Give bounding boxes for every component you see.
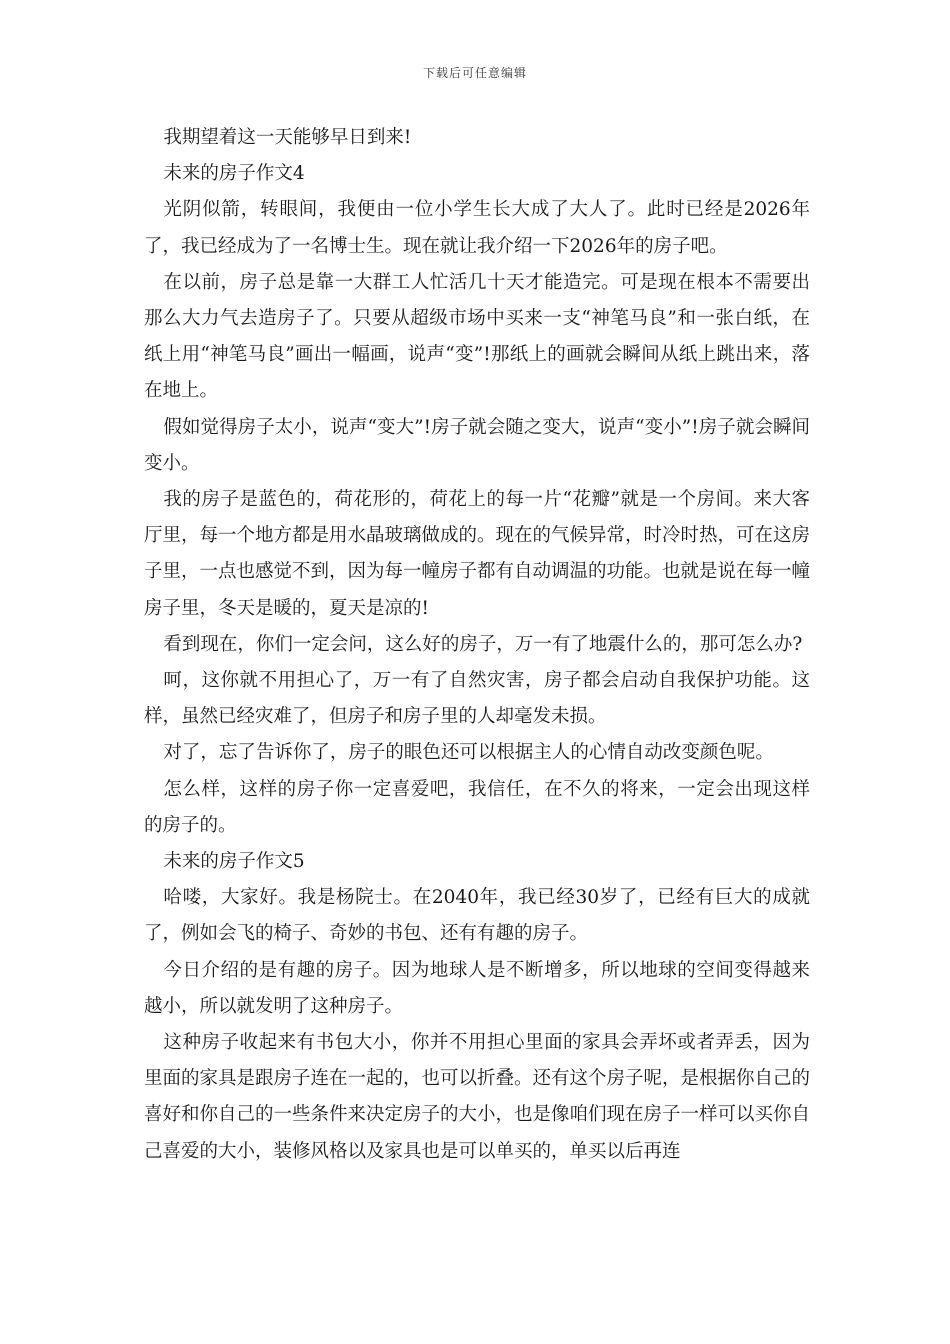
paragraph: 今日介绍的是有趣的房子。因为地球人是不断增多，所以地球的空间变得越来越小，所以就发明了这种房子。	[144, 959, 810, 1017]
paragraph: 我的房子是蓝色的，荷花形的，荷花上的每一片“花瓣”就是一个房间。来大客厅里，每一个地方都是用水晶玻璃做成的。现在的气候异常，时冷时热，可在这房子里，一点也感觉不到，因为每一幢房子都有自动调温的功能。也就是说在每一幢房子里，冬天是暖的，夏天是凉的!	[144, 489, 811, 619]
document-body	[144, 120, 810, 1170]
essay-title: 未来的房子作文5	[163, 851, 305, 873]
page-header: 下载后可任意编辑	[422, 66, 527, 80]
essay-title: 未来的房子作文4	[163, 163, 305, 185]
paragraph: 我期望着这一天能够早日到来!	[163, 127, 412, 148]
paragraph: 怎么样，这样的房子你一定喜爱吧，我信任，在不久的将来，一定会出现这样的房子的。	[144, 778, 810, 836]
paragraph: 假如觉得房子太小，说声“变大”!房子就会随之变大，说声“变小”!房子就会瞬间变小。	[144, 416, 810, 474]
paragraph: 在以前，房子总是靠一大群工人忙活几十天才能造完。可是现在根本不需要出那么大力气去造房子了。只要从超级市场中买来一支“神笔马良”和一张白纸，在纸上用“神笔马良”画出一幅画，说声“变”!那纸上的画就会瞬间从纸上跳出来，落在地上。	[144, 271, 810, 402]
paragraph: 看到现在，你们一定会问，这么好的房子，万一有了地震什么的，那可怎么办?	[163, 633, 803, 655]
paragraph: 这种房子收起来有书包大小，你并不用担心里面的家具会弄坏或者弄丢，因为里面的家具是跟房子连在一起的，也可以折叠。还有这个房子呢，是根据你自己的喜好和你自己的一些条件来决定房子的大小，也是像咱们现在房子一样可以买你自己喜爱的大小，装修风格以及家具也是可以单买的，单买以后再连	[144, 1032, 811, 1162]
paragraph: 光阴似箭，转眼间，我便由一位小学生长大成了大人了。此时已经是2026年了，我已经成为了一名博士生。现在就让我介绍一下2026年的房子吧。	[144, 199, 810, 257]
paragraph: 哈喽，大家好。我是杨院士。在2040年，我已经30岁了，已经有巨大的成就了，例如会飞的椅子、奇妙的书包、还有有趣的房子。	[144, 887, 810, 945]
paragraph: 对了，忘了告诉你了，房子的眼色还可以根据主人的心情自动改变颜色呢。	[163, 742, 774, 764]
paragraph: 呵，这你就不用担心了，万一有了自然灾害，房子都会启动自我保护功能。这样，虽然已经灾难了，但房子和房子里的人却毫发未损。	[144, 670, 810, 728]
